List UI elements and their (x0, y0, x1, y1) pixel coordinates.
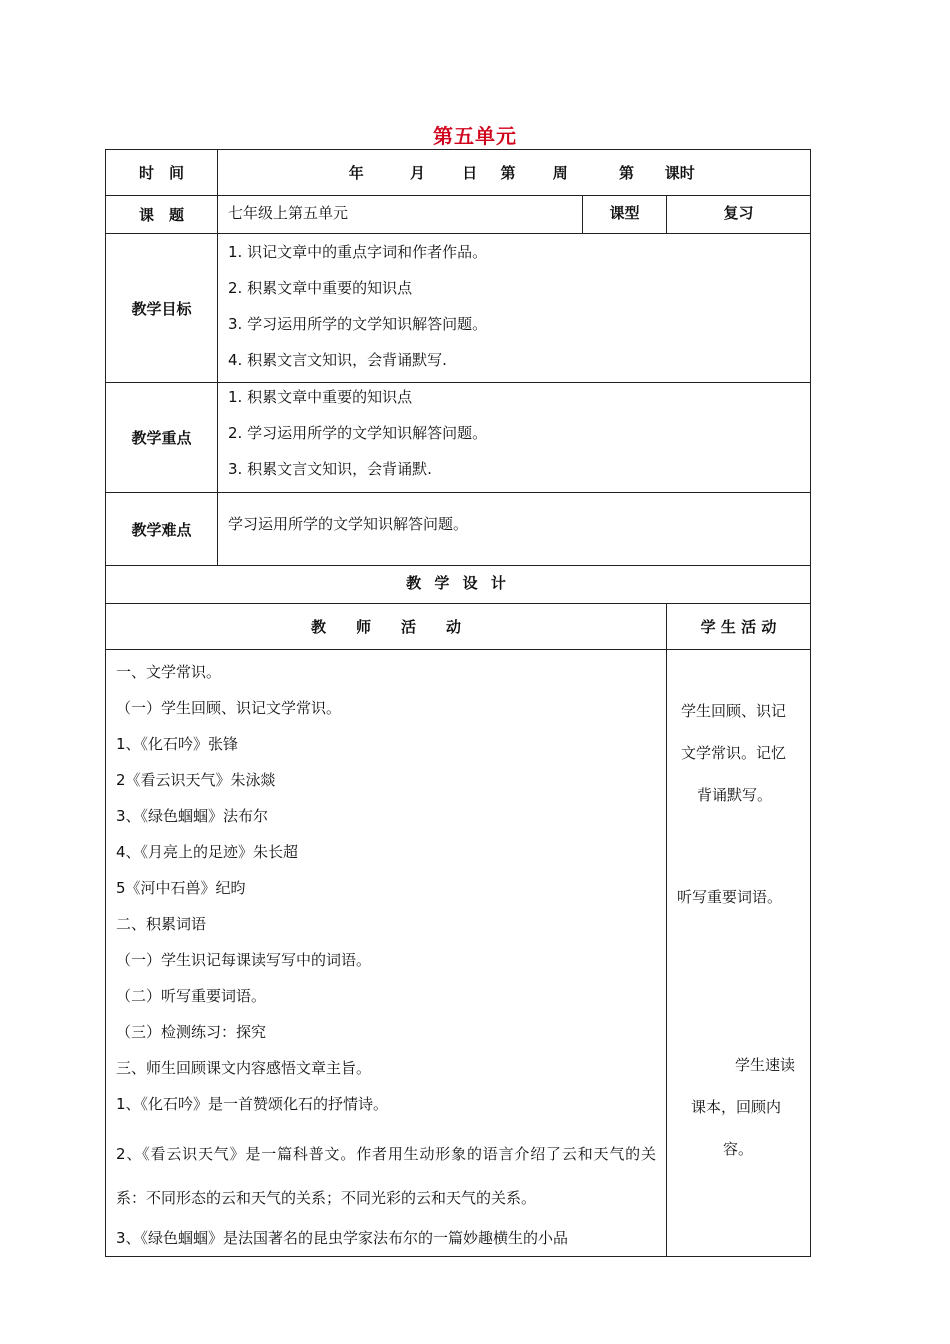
teacher-line: 1、《化石吟》张锋 (116, 735, 239, 753)
objective-item: 2. 积累文章中重要的知识点 (228, 279, 413, 297)
teacher-line: 3、《绿色蝈蝈》是法国著名的昆虫学家法布尔的一篇妙趣横生的小品 (116, 1229, 569, 1247)
week-label: 周 (552, 164, 568, 182)
teacher-paragraph: 2、《看云识天气》是一篇科普文。作者用生动形象的语言介绍了云和天气的关系：不同形态的云和天气的关系；不同光彩的云和天气的关系。 (116, 1145, 656, 1207)
objective-item: 1. 识记文章中的重点字词和作者作品。 (228, 243, 488, 261)
lesson-prefix: 第 (618, 164, 634, 182)
student-activity-header: 学 生 活 动 (667, 604, 811, 650)
student-note: 文学常识。记忆 (681, 744, 787, 762)
design-heading-row (106, 566, 811, 604)
topic-label: 课 题 (106, 196, 218, 234)
key-points-label: 教学重点 (106, 383, 218, 493)
activity-content-row (106, 650, 811, 1257)
objectives-row (106, 234, 811, 383)
teacher-line: 1、《化石吟》是一首赞颂化石的抒情诗。 (116, 1095, 389, 1113)
week-prefix: 第 (500, 164, 516, 182)
key-point-item: 1. 积累文章中重要的知识点 (228, 388, 413, 406)
teacher-line: （三）检测练习：探究 (116, 1023, 267, 1041)
year-label: 年 (348, 164, 364, 182)
teacher-line: 4、《月亮上的足迹》朱长超 (116, 843, 299, 861)
student-note: 听写重要词语。 (677, 888, 783, 906)
topic-value: 七年级上第五单元 (218, 196, 583, 234)
time-value (218, 150, 811, 196)
objective-item: 4. 积累文言文知识，会背诵默写. (228, 351, 447, 369)
difficulties-label: 教学难点 (106, 493, 218, 566)
time-row (106, 150, 811, 196)
teacher-line: 2《看云识天气》朱泳燚 (116, 771, 276, 789)
day-label: 日 (462, 164, 478, 182)
teacher-line: 一、文学常识。 (116, 663, 222, 681)
objectives-list (218, 234, 811, 383)
difficulties-row (106, 493, 811, 566)
type-value: 复习 (667, 196, 811, 234)
teacher-line: （一）学生识记每课读写写中的词语。 (116, 951, 372, 969)
difficulties-text: 学习运用所学的文学知识解答问题。 (218, 493, 811, 566)
teacher-line: 二、积累词语 (116, 915, 207, 933)
teacher-line: （一）学生回顾、识记文学常识。 (116, 699, 342, 717)
lesson-label: 课时 (664, 164, 695, 182)
objective-item: 3. 学习运用所学的文学知识解答问题。 (228, 315, 488, 333)
student-note: 背诵默写。 (697, 786, 773, 804)
time-label: 时 间 (106, 150, 218, 196)
student-note: 容。 (723, 1140, 754, 1158)
teacher-activity-header: 教 师 活 动 (106, 604, 667, 650)
student-note: 学生回顾、识记 (681, 702, 787, 720)
activity-header-row (106, 604, 811, 650)
key-points-row (106, 383, 811, 493)
teacher-line: 3、《绿色蝈蝈》法布尔 (116, 807, 269, 825)
teacher-line: 5《河中石兽》纪昀 (116, 879, 246, 897)
teacher-line: 三、师生回顾课文内容感悟文章主旨。 (116, 1059, 372, 1077)
month-label: 月 (410, 164, 426, 182)
design-heading: 教 学 设 计 (106, 566, 811, 604)
teacher-activity-content (106, 650, 667, 1257)
student-note: 课本，回顾内 (691, 1098, 782, 1116)
lesson-plan-table (105, 149, 811, 1257)
objectives-label: 教学目标 (106, 234, 218, 383)
student-note: 学生速读 (735, 1056, 796, 1074)
key-points-list (218, 383, 811, 493)
topic-row (106, 196, 811, 234)
type-label: 课型 (583, 196, 667, 234)
key-point-item: 3. 积累文言文知识，会背诵默. (228, 460, 432, 478)
key-point-item: 2. 学习运用所学的文学知识解答问题。 (228, 424, 488, 442)
teacher-line: （二）听写重要词语。 (116, 987, 267, 1005)
student-activity-content (667, 650, 811, 1257)
page-title: 第五单元 (433, 124, 517, 148)
